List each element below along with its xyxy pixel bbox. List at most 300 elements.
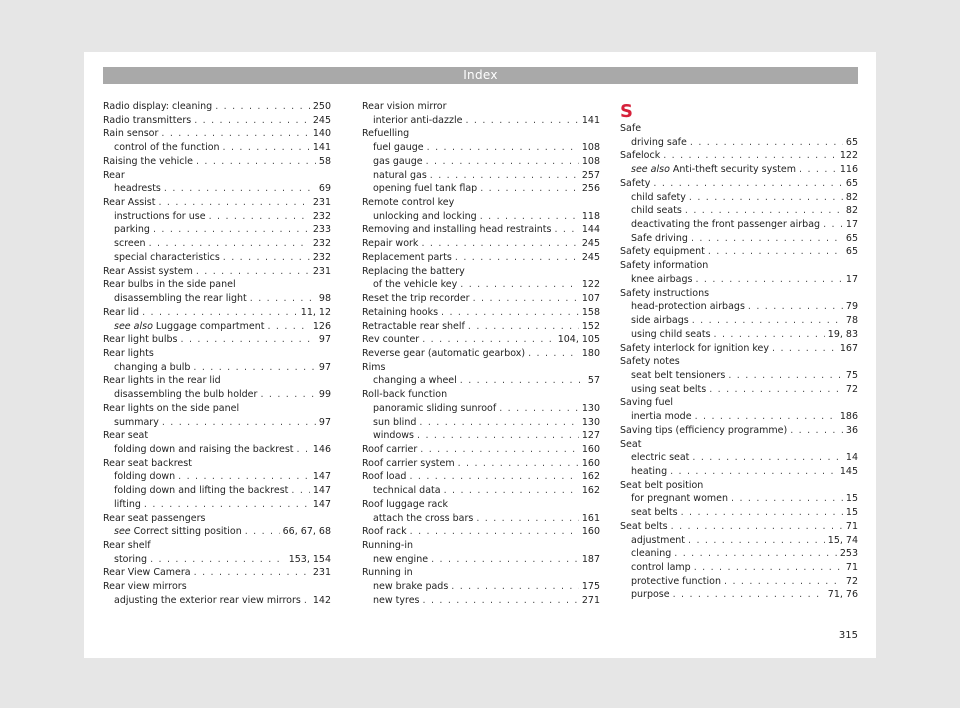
- index-entry: [620, 369, 858, 383]
- page-ref: 36: [845, 424, 858, 436]
- entry-term: Retaining hooks: [362, 306, 439, 318]
- index-heading: Remote control key: [362, 197, 455, 209]
- index-entry: [620, 547, 858, 561]
- dot-leader: [250, 292, 316, 306]
- dot-leader: [162, 416, 316, 430]
- index-entry: [103, 498, 331, 512]
- entry-term: adjustment: [631, 534, 686, 546]
- index-entry: [362, 374, 600, 388]
- dot-leader: [422, 333, 554, 347]
- dot-leader: [695, 410, 837, 424]
- index-entry: [103, 361, 331, 375]
- index-entry: [620, 314, 858, 328]
- page-ref: 78: [845, 315, 858, 327]
- page-ref: 256: [581, 183, 600, 195]
- dot-leader: [690, 136, 843, 150]
- dot-leader: [499, 402, 579, 416]
- dot-leader: [223, 251, 310, 265]
- index-entry: [620, 575, 858, 589]
- dot-leader: [421, 237, 578, 251]
- entry-term: technical data: [373, 485, 441, 497]
- entry-term: screen: [114, 238, 146, 250]
- page-ref: 140: [312, 128, 331, 140]
- entry-term: folding down: [114, 471, 176, 483]
- index-entry: [620, 328, 858, 342]
- entry-term: Reverse gear (automatic gearbox): [362, 347, 526, 359]
- entry-term: [114, 320, 264, 334]
- index-entry: [103, 388, 331, 402]
- entry-term: natural gas: [373, 169, 427, 181]
- index-entry: [620, 492, 858, 506]
- entry-term: opening fuel tank flap: [373, 183, 478, 195]
- dot-leader: [695, 273, 842, 287]
- dot-leader: [748, 300, 843, 314]
- page-ref: 15: [845, 493, 858, 505]
- dot-leader: [150, 553, 286, 567]
- index-heading: Rear lights in the rear lid: [103, 375, 221, 387]
- index-column-3: [620, 100, 858, 602]
- entry-term: control of the function: [114, 142, 220, 154]
- dot-leader: [709, 383, 843, 397]
- entry-term: using child seats: [631, 328, 711, 340]
- index-entry: [620, 191, 858, 205]
- index-entry: [620, 245, 858, 259]
- cross-reference-word: see: [114, 526, 131, 538]
- dot-leader: [460, 374, 585, 388]
- dot-leader: [245, 525, 280, 539]
- dot-leader: [223, 141, 310, 155]
- index-heading: Safe: [620, 123, 642, 134]
- entry-term: Rev counter: [362, 334, 420, 346]
- index-entry: [103, 182, 331, 196]
- entry-term: Reset the trip recorder: [362, 293, 470, 305]
- page-ref: 79: [845, 301, 858, 313]
- index-entry: [620, 424, 858, 438]
- dot-leader: [181, 333, 316, 347]
- entry-term: parking: [114, 224, 150, 236]
- page-ref: 253: [839, 548, 858, 560]
- dot-leader: [144, 498, 310, 512]
- index-entry: [103, 594, 331, 608]
- index-entry: [620, 342, 858, 356]
- entry-term: of the vehicle key: [373, 279, 458, 291]
- index-heading: Rear vision mirror: [362, 101, 447, 112]
- page-ref: 17: [845, 219, 858, 231]
- page-ref: 162: [581, 485, 600, 497]
- page-ref: 161: [581, 512, 600, 524]
- dot-leader: [153, 223, 310, 237]
- dot-leader: [193, 361, 316, 375]
- index-entry: [362, 429, 600, 443]
- index-entry: [620, 204, 858, 218]
- page-ref: 130: [581, 416, 600, 428]
- dot-leader: [468, 320, 579, 334]
- index-entry: [103, 320, 331, 334]
- dot-leader: [267, 320, 309, 334]
- page-ref: 65: [845, 246, 858, 258]
- index-entry: [103, 196, 331, 210]
- cross-reference-target: Correct sitting position: [130, 526, 242, 538]
- entry-term: Repair work: [362, 238, 419, 250]
- dot-leader: [194, 114, 310, 128]
- index-entry: [362, 223, 600, 237]
- page-header: Index: [103, 67, 858, 84]
- entry-term: lifting: [114, 498, 141, 510]
- dot-leader: [410, 525, 579, 539]
- dot-leader: [688, 534, 825, 548]
- cross-reference-word: see also: [631, 164, 670, 176]
- dot-leader: [674, 547, 837, 561]
- dot-leader: [694, 561, 843, 575]
- page-ref: 118: [581, 210, 600, 222]
- page-ref: 144: [581, 224, 600, 236]
- cross-reference-target: Anti-theft security system: [669, 164, 797, 176]
- index-entry: [620, 177, 858, 191]
- page-ref: 82: [845, 191, 858, 203]
- index-entry: [620, 410, 858, 424]
- index-entry: [103, 525, 331, 539]
- entry-term: [631, 163, 796, 177]
- index-heading: Rims: [362, 361, 386, 373]
- entry-term: new engine: [373, 553, 429, 565]
- index-entry: [103, 155, 331, 169]
- dot-leader: [430, 169, 579, 183]
- dot-leader: [431, 553, 579, 567]
- entry-term: disassembling the rear light: [114, 293, 247, 305]
- index-entry: [103, 443, 331, 457]
- dot-leader: [691, 232, 843, 246]
- page-ref: 142: [312, 594, 331, 606]
- page-ref: 107: [581, 293, 600, 305]
- page-ref: 162: [581, 471, 600, 483]
- page-ref: 232: [312, 238, 331, 250]
- page-ref: 160: [581, 526, 600, 538]
- index-entry: [103, 484, 331, 498]
- index-entry: [362, 251, 600, 265]
- entry-term: panoramic sliding sunroof: [373, 402, 497, 414]
- entry-term: electric seat: [631, 452, 690, 464]
- dot-leader: [724, 575, 843, 589]
- entry-term: Saving tips (efficiency programme): [620, 424, 788, 436]
- dot-leader: [441, 306, 579, 320]
- index-entry: [362, 210, 600, 224]
- dot-leader: [142, 306, 298, 320]
- entry-term: storing: [114, 553, 148, 565]
- index-entry: [103, 566, 331, 580]
- entry-term: Safety equipment: [620, 246, 705, 258]
- page-ref: 153, 154: [288, 553, 331, 565]
- entry-term: Safety interlock for ignition key: [620, 342, 769, 354]
- index-entry: [362, 306, 600, 320]
- dot-leader: [685, 204, 843, 218]
- page-ref: 145: [839, 465, 858, 477]
- page-ref: 232: [312, 210, 331, 222]
- entry-term: Safelock: [620, 150, 661, 162]
- dot-leader: [451, 580, 579, 594]
- index-entry: [620, 273, 858, 287]
- entry-term: using seat belts: [631, 383, 707, 395]
- page-ref: 245: [581, 238, 600, 250]
- entry-term: new tyres: [373, 594, 420, 606]
- index-heading: Rear: [103, 169, 125, 181]
- cross-reference-word: see also: [114, 320, 153, 332]
- dot-leader: [215, 100, 310, 114]
- dot-leader: [790, 424, 843, 438]
- dot-leader: [465, 114, 578, 128]
- dot-leader: [799, 163, 837, 177]
- page-ref: 187: [581, 553, 600, 565]
- page-ref: 175: [581, 581, 600, 593]
- entry-term: summary: [114, 416, 159, 428]
- index-heading: Running in: [362, 567, 413, 579]
- index-entry: [362, 155, 600, 169]
- page-ref: 75: [845, 369, 858, 381]
- dot-leader: [291, 484, 309, 498]
- page-ref: 104, 105: [557, 334, 600, 346]
- entry-term: folding down and lifting the backrest: [114, 485, 289, 497]
- entry-term: folding down and raising the backrest: [114, 443, 294, 455]
- index-heading: Saving fuel: [620, 397, 674, 409]
- entry-term: control lamp: [631, 562, 691, 573]
- index-heading: Replacing the battery: [362, 265, 465, 277]
- index-entry: [362, 333, 600, 347]
- page-ref: 65: [845, 177, 858, 189]
- page-ref: 250: [312, 101, 331, 112]
- index-entry: [362, 320, 600, 334]
- entry-term: Rear Assist system: [103, 265, 193, 277]
- dot-leader: [714, 328, 825, 342]
- index-entry: [620, 163, 858, 177]
- page-ref: 97: [318, 334, 331, 346]
- index-entry: [620, 520, 858, 534]
- entry-term: instructions for use: [114, 210, 206, 222]
- entry-term: Radio transmitters: [103, 114, 192, 126]
- dot-leader: [460, 278, 579, 292]
- index-entry: [362, 484, 600, 498]
- page-ref: 180: [581, 347, 600, 359]
- index-entry: [103, 210, 331, 224]
- page-ref: 130: [581, 402, 600, 414]
- dot-leader: [772, 342, 837, 356]
- page-ref: 147: [312, 471, 331, 483]
- page-ref: 82: [845, 205, 858, 217]
- entry-term: child seats: [631, 205, 682, 217]
- index-entry: [103, 292, 331, 306]
- page-ref: 160: [581, 457, 600, 469]
- index-entry: [362, 512, 600, 526]
- dot-leader: [209, 210, 310, 224]
- page-ref: 65: [845, 232, 858, 244]
- index-heading: Rear seat backrest: [103, 457, 192, 469]
- page-ref: 66, 67, 68: [282, 526, 331, 538]
- page-ref: 97: [318, 416, 331, 428]
- entry-term: attach the cross bars: [373, 512, 474, 524]
- dot-leader: [480, 182, 579, 196]
- page-ref: 71: [845, 520, 858, 532]
- index-entry: [362, 237, 600, 251]
- entry-term: gas gauge: [373, 155, 423, 167]
- dot-leader: [823, 218, 843, 232]
- entry-term: adjusting the exterior rear view mirrors: [114, 594, 301, 606]
- page-ref: 15: [845, 507, 858, 519]
- index-entry: [362, 416, 600, 430]
- index-entry: [620, 300, 858, 314]
- entry-term: for pregnant women: [631, 493, 728, 505]
- entry-term: special characteristics: [114, 251, 220, 263]
- page-ref: 71: [845, 562, 858, 573]
- index-heading: Running-in: [362, 540, 414, 551]
- index-entry: [362, 347, 600, 361]
- dot-leader: [689, 191, 843, 205]
- entry-term: side airbags: [631, 315, 689, 327]
- page-ref: 233: [312, 224, 331, 236]
- page-ref: 98: [318, 293, 331, 305]
- dot-leader: [178, 470, 310, 484]
- index-entry: [103, 251, 331, 265]
- dot-leader: [149, 237, 310, 251]
- dot-leader: [476, 512, 579, 526]
- page-ref: 141: [312, 142, 331, 154]
- entry-term: disassembling the bulb holder: [114, 389, 258, 401]
- page-ref: 122: [839, 150, 858, 162]
- index-entry: [103, 333, 331, 347]
- dot-leader: [427, 141, 579, 155]
- index-entry: [103, 265, 331, 279]
- dot-leader: [194, 566, 310, 580]
- page-ref: 245: [312, 114, 331, 126]
- index-entry: [620, 588, 858, 602]
- entry-term: headrests: [114, 183, 161, 195]
- dot-leader: [420, 443, 579, 457]
- entry-term: seat belts: [631, 507, 678, 519]
- index-heading: Rear lights: [103, 347, 154, 359]
- index-entry: [620, 149, 858, 163]
- page-ref: 271: [581, 594, 600, 606]
- dot-leader: [164, 182, 316, 196]
- index-heading: Safety notes: [620, 356, 680, 368]
- page-ref: 167: [839, 342, 858, 354]
- page-ref: 231: [312, 567, 331, 579]
- entry-term: cleaning: [631, 548, 672, 560]
- index-entry: [620, 218, 858, 232]
- dot-leader: [671, 520, 843, 534]
- dot-leader: [663, 149, 837, 163]
- index-entry: [620, 232, 858, 246]
- page-ref: 72: [845, 383, 858, 395]
- page-ref: 232: [312, 251, 331, 263]
- cross-reference-target: Luggage compartment: [152, 320, 265, 332]
- page-ref: 97: [318, 361, 331, 373]
- index-heading: Safety instructions: [620, 287, 710, 299]
- dot-leader: [473, 292, 579, 306]
- dot-leader: [260, 388, 315, 402]
- entry-term: Raising the vehicle: [103, 155, 193, 167]
- page-ref: 17: [845, 273, 858, 285]
- page-ref: 72: [845, 575, 858, 587]
- index-entry: [103, 416, 331, 430]
- entry-term: Radio display: cleaning: [103, 101, 213, 112]
- index-heading: Rear lights on the side panel: [103, 402, 240, 414]
- entry-term: windows: [373, 430, 414, 442]
- index-heading: Seat: [620, 438, 642, 450]
- dot-leader: [158, 196, 309, 210]
- index-heading: Rear seat: [103, 430, 149, 442]
- page-ref: 127: [581, 430, 600, 442]
- dot-leader: [692, 314, 843, 328]
- dot-leader: [161, 127, 309, 141]
- entry-term: Rear lid: [103, 306, 140, 318]
- index-entry: [103, 553, 331, 567]
- index-heading: Roll-back function: [362, 389, 448, 401]
- dot-leader: [673, 588, 825, 602]
- entry-term: Safety: [620, 177, 651, 189]
- index-column-2: [362, 100, 600, 608]
- dot-leader: [304, 594, 310, 608]
- index-entry: [362, 470, 600, 484]
- entry-term: deactivating the front passenger airbag: [631, 219, 821, 231]
- index-entry: [620, 451, 858, 465]
- entry-term: purpose: [631, 589, 670, 601]
- dot-leader: [196, 265, 310, 279]
- index-entry: [620, 534, 858, 548]
- entry-term: Roof load: [362, 471, 407, 483]
- entry-term: head-protection airbags: [631, 301, 745, 313]
- page-ref: 160: [581, 443, 600, 455]
- entry-term: [114, 525, 242, 539]
- entry-term: child safety: [631, 191, 686, 203]
- index-entry: [362, 580, 600, 594]
- entry-term: Roof carrier: [362, 443, 418, 455]
- entry-term: Roof carrier system: [362, 457, 455, 469]
- dot-leader: [409, 470, 578, 484]
- page-ref: 257: [581, 169, 600, 181]
- index-entry: [103, 141, 331, 155]
- page-ref: 65: [845, 136, 858, 148]
- index-entry: [362, 553, 600, 567]
- index-entry: [103, 127, 331, 141]
- index-heading: Refuelling: [362, 128, 410, 140]
- section-letter: S: [620, 101, 633, 122]
- entry-term: Replacement parts: [362, 251, 452, 263]
- index-entry: [362, 402, 600, 416]
- dot-leader: [419, 416, 578, 430]
- entry-term: protective function: [631, 575, 721, 587]
- index-heading: Roof luggage rack: [362, 498, 449, 510]
- index-entry: [362, 443, 600, 457]
- page-ref: 245: [581, 251, 600, 263]
- index-heading: Rear view mirrors: [103, 581, 187, 593]
- entry-term: Roof rack: [362, 526, 407, 538]
- index-entry: [103, 237, 331, 251]
- entry-term: interior anti-dazzle: [373, 114, 463, 126]
- index-entry: [103, 100, 331, 114]
- page-ref: 122: [581, 279, 600, 291]
- page-ref: 158: [581, 306, 600, 318]
- dot-leader: [692, 451, 843, 465]
- dot-leader: [708, 245, 843, 259]
- dot-leader: [528, 347, 579, 361]
- index-entry: [620, 506, 858, 520]
- index-entry: [362, 594, 600, 608]
- index-entry: [620, 383, 858, 397]
- entry-term: Retractable rear shelf: [362, 320, 465, 332]
- page-number: 315: [838, 630, 858, 641]
- page-ref: 108: [581, 155, 600, 167]
- page-ref: 231: [312, 265, 331, 277]
- entry-term: new brake pads: [373, 581, 449, 593]
- entry-term: Rear light bulbs: [103, 334, 178, 346]
- entry-term: fuel gauge: [373, 142, 424, 154]
